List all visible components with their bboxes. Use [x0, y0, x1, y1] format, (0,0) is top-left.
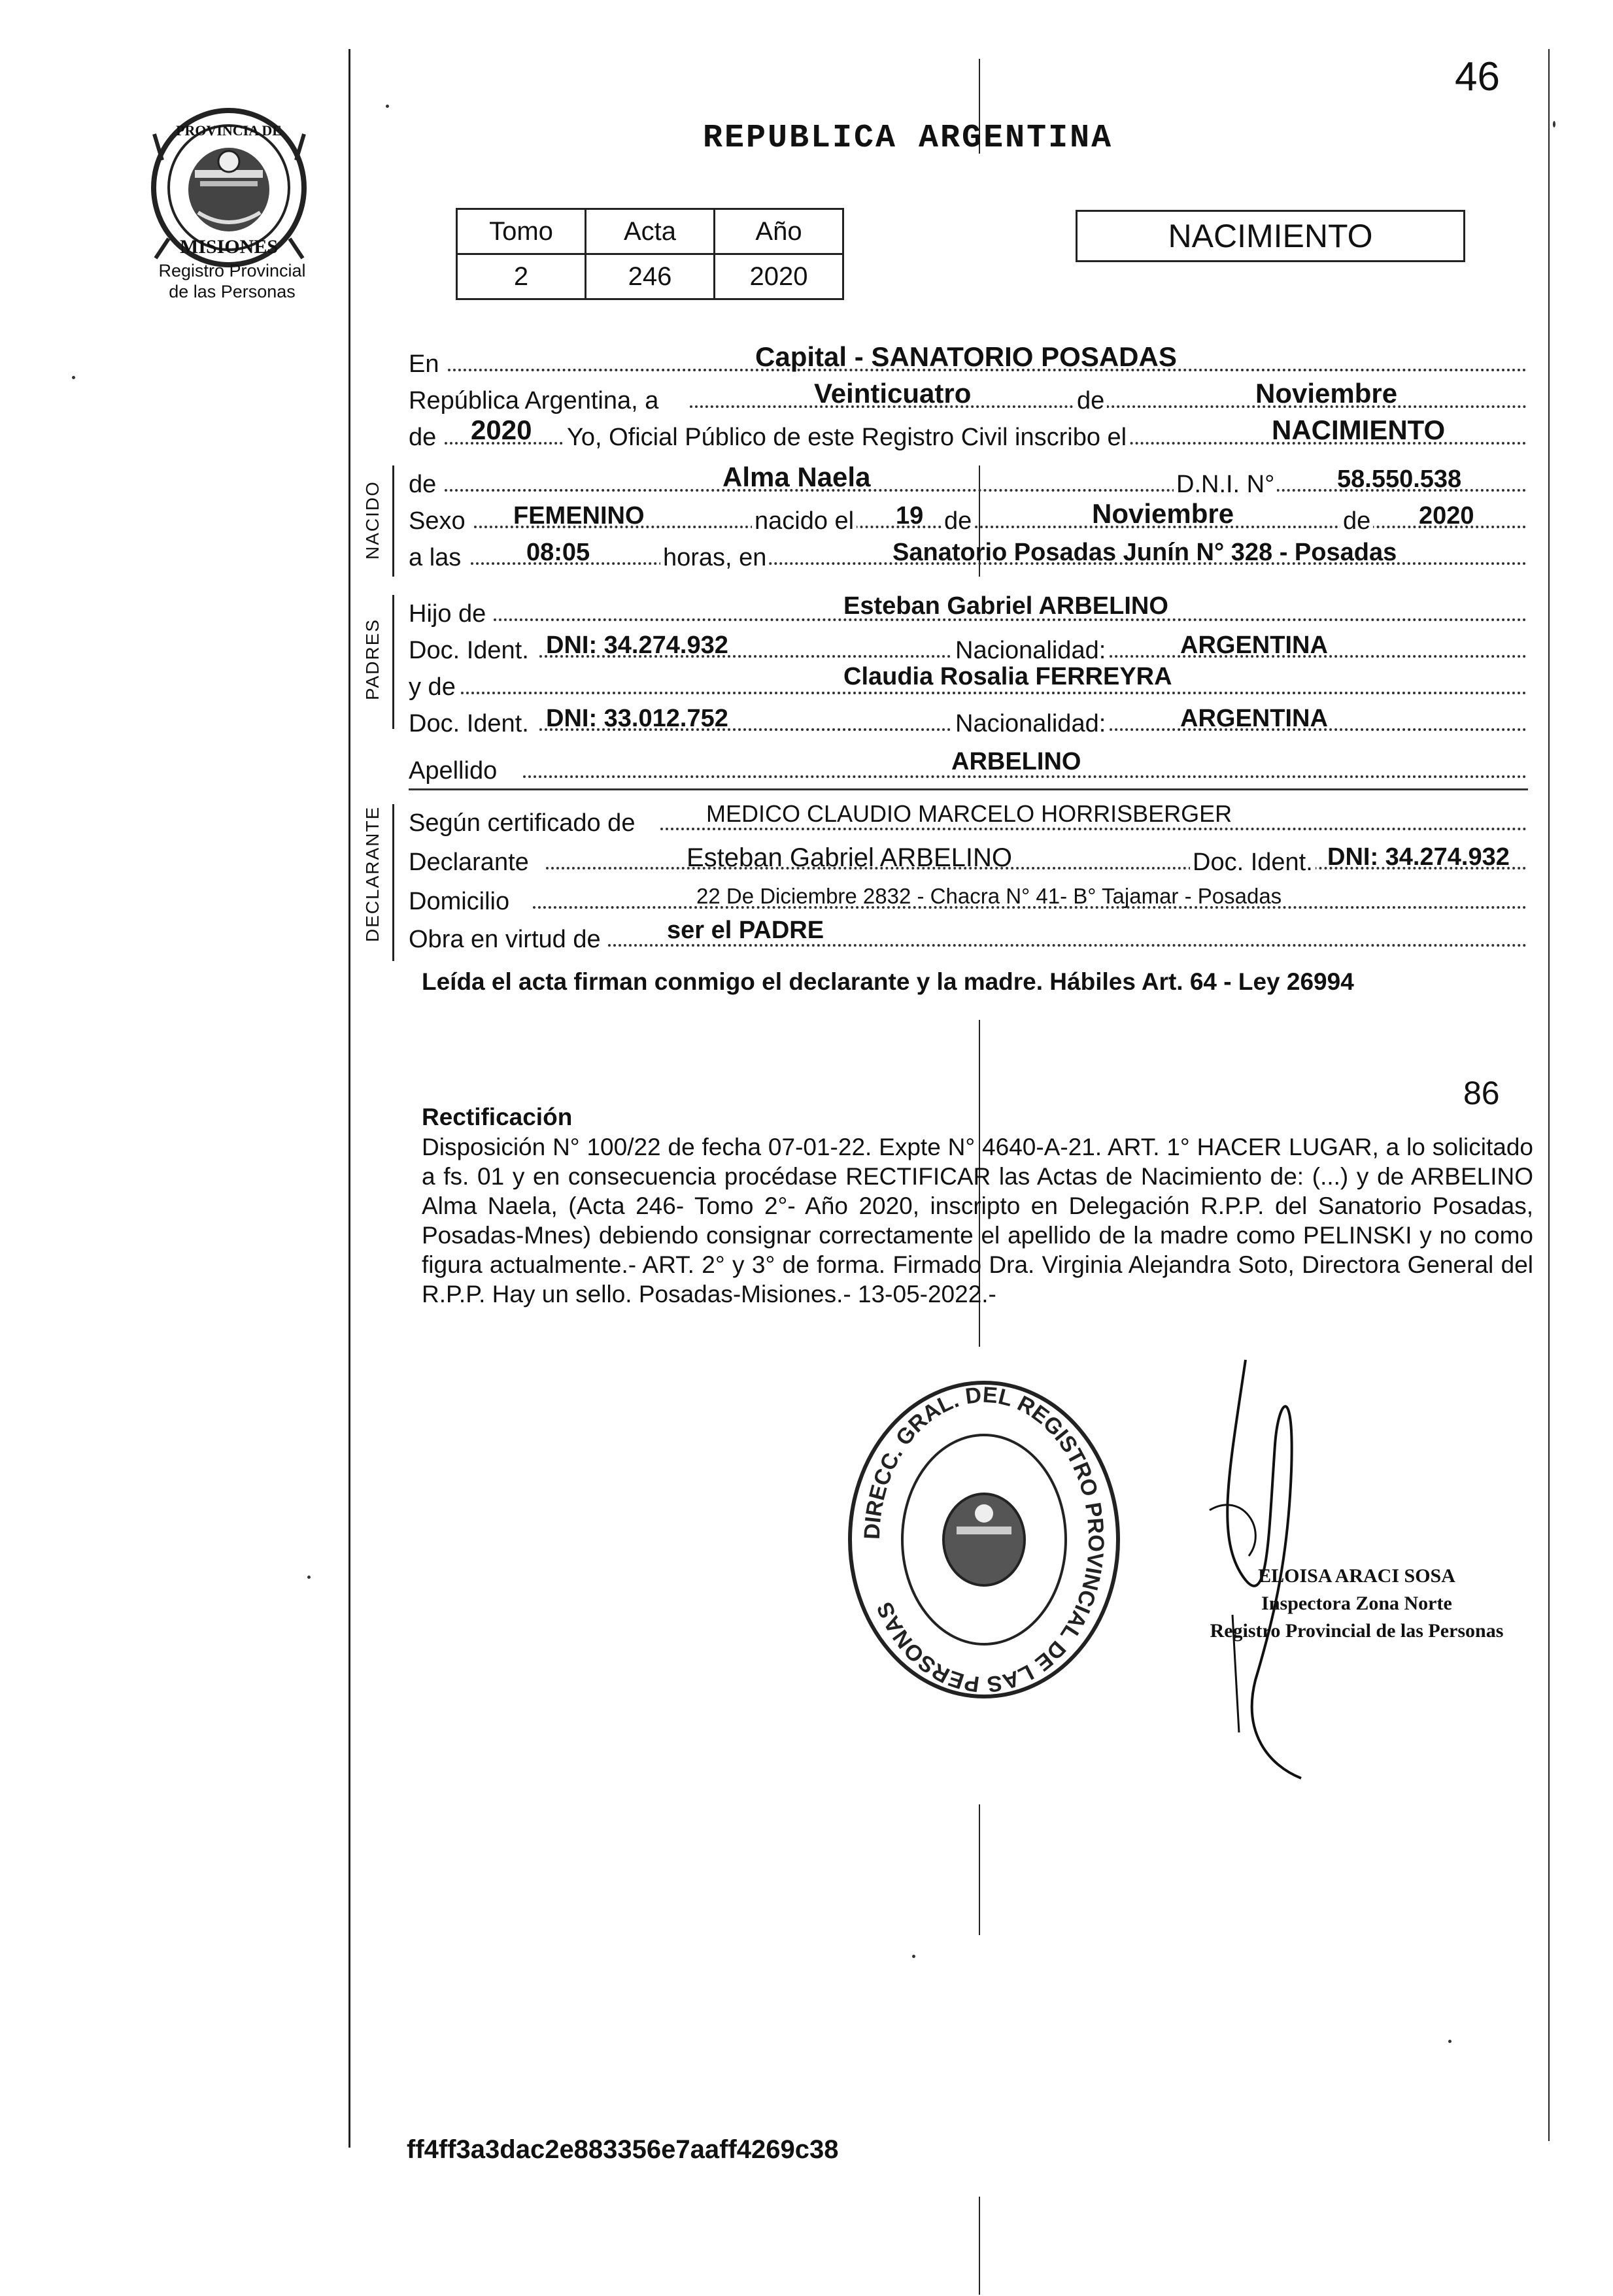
logo-caption-line2: de las Personas	[169, 282, 296, 301]
scan-speck	[1553, 121, 1555, 127]
closing-statement: Leída el acta firman conmigo el declarante y la madre. Hábiles Art. 64 - Ley 26994	[422, 968, 1354, 995]
scan-speck	[1448, 2040, 1452, 2043]
value-mother-doc: DNI: 33.012.752	[546, 705, 728, 732]
label-a-las: a las	[409, 544, 462, 571]
scan-speck	[912, 1955, 915, 1958]
registry-value-ano: 2020	[715, 254, 843, 299]
value-birth-time: 08:05	[526, 539, 590, 566]
row-nacido-sexo	[409, 498, 1528, 539]
row-padre	[409, 592, 1528, 632]
value-declarante-doc: DNI: 34.274.932	[1327, 843, 1510, 871]
label-nacido-el: nacido el	[752, 507, 857, 535]
official-seal-icon	[840, 1376, 1128, 1703]
signer-org: Registro Provincial de las Personas	[1210, 1620, 1504, 1642]
label-republica: República Argentina, a	[409, 387, 659, 414]
padres-section-bar	[392, 595, 394, 729]
value-place: Capital - SANATORIO POSADAS	[755, 341, 1177, 372]
label-de: de	[942, 507, 974, 535]
label-hijo-de: Hijo de	[409, 600, 486, 628]
row-madre	[409, 663, 1528, 705]
value-declarante: Esteban Gabriel ARBELINO	[687, 843, 1013, 872]
logo-text-bottom: MISIONES	[179, 236, 279, 258]
document-hash: ff4ff3a3dac2e883356e7aaff4269c38	[407, 2135, 839, 2164]
value-birth-day: 19	[896, 502, 924, 530]
registry-table	[456, 208, 844, 300]
document-title: REPUBLICA ARGENTINA	[703, 120, 1113, 157]
value-birth-month: Noviembre	[1092, 498, 1234, 529]
value-father-nationality: ARGENTINA	[1180, 632, 1328, 659]
label-horas-en: horas, en	[660, 544, 769, 572]
center-fold-line-4	[979, 2197, 980, 2295]
label-de: de	[1340, 507, 1373, 535]
left-margin-line	[348, 49, 350, 2148]
value-mother-name: Claudia Rosalia FERREYRA	[843, 663, 1172, 690]
row-nacido-name	[409, 462, 1528, 502]
row-domicilio	[409, 883, 1528, 919]
label-obra: Obra en virtud de	[409, 926, 601, 953]
value-birth-place: Sanatorio Posadas Junín N° 328 - Posadas	[892, 539, 1397, 566]
label-de: de	[409, 471, 437, 498]
row-en	[409, 341, 1528, 382]
logo-caption-line1: Registro Provincial	[158, 261, 306, 280]
label-doc-ident: Doc. Ident.	[409, 710, 529, 737]
value-domicilio: 22 De Diciembre 2832 - Chacra N° 41- B° Tajamar - Posadas	[696, 884, 1282, 908]
page-number: 46	[1455, 54, 1500, 99]
signer-name: ELOISA ARACI SOSA	[1258, 1565, 1455, 1587]
label-declarante: Declarante	[409, 849, 529, 876]
seal-outer-text-path: DIRECC. GRAL. DEL REGISTRO PROVINCIAL DE LAS PERSONAS	[859, 1382, 1109, 1697]
value-month: Noviembre	[1255, 378, 1398, 409]
center-fold-line-3	[979, 1804, 980, 1935]
rectification-heading: Rectificación	[422, 1104, 573, 1130]
label-doc-ident: Doc. Ident.	[409, 637, 529, 664]
row-obra	[409, 917, 1528, 957]
value-mother-nationality: ARGENTINA	[1180, 705, 1328, 732]
value-sexo: FEMENINO	[513, 502, 645, 530]
label-sexo: Sexo	[409, 507, 466, 535]
scan-speck	[386, 105, 389, 108]
label-dni: D.N.I. N°	[1174, 471, 1277, 499]
label-nacionalidad: Nacionalidad:	[953, 710, 1108, 738]
logo-text-top: PROVINCIA DE	[176, 122, 282, 139]
value-day-words: Veinticuatro	[814, 378, 972, 409]
logo-caption	[127, 260, 337, 302]
row-madre-doc	[409, 705, 1528, 741]
signer-role: Inspectora Zona Norte	[1261, 1593, 1452, 1614]
label-doc-ident: Doc. Ident.	[1190, 849, 1316, 877]
value-event: NACIMIENTO	[1272, 414, 1446, 445]
registry-header-tomo: Tomo	[457, 209, 586, 254]
padres-section-label: PADRES	[362, 618, 382, 700]
label-de: de	[1074, 387, 1107, 415]
right-margin-line	[1548, 49, 1550, 2141]
row-apellido	[409, 748, 1528, 790]
label-domicilio: Domicilio	[409, 888, 510, 915]
row-nacido-hora	[409, 539, 1528, 575]
rectification-body: Disposición N° 100/22 de fecha 07-01-22. Expte N° 4640-A-21. ART. 1° HACER LUGAR, a lo solicitado a fs. 01 y en consecuencia procédase RECTIFICAR las Actas de Nacimiento de: (...) y de ARBELINO Alma Naela, (Acta 246- Tomo 2°- Año 2020, inscripto en Delegación R.P.P. del Sanatorio Posadas, Posadas-Mnes) debiendo consignar correctamente el apellido de la madre como PELINSKI y no como figura actualmente.- ART. 2° y 3° de forma. Firmado Dra. Virginia Alejandra Soto, Directora General del R.P.P. Hay un sello. Posadas-Misiones.- 13-05-2022.-	[422, 1134, 1533, 1308]
dots	[461, 692, 1527, 694]
registry-header-acta: Acta	[586, 209, 715, 254]
value-obra: ser el PADRE	[667, 917, 824, 944]
label-nacionalidad: Nacionalidad:	[953, 637, 1108, 665]
act-type-box: NACIMIENTO	[1076, 210, 1465, 262]
value-apellido: ARBELINO	[951, 748, 1081, 775]
label-en: En	[409, 350, 439, 378]
value-child-name: Alma Naela	[722, 462, 871, 492]
scan-speck	[72, 376, 75, 379]
signature-stamp	[1200, 1562, 1514, 1645]
label-apellido: Apellido	[409, 757, 498, 785]
label-de2: de	[409, 424, 437, 451]
label-yo: Yo, Oficial Público de este Registro Civil inscribo el	[564, 424, 1129, 452]
registry-value-tomo: 2	[457, 254, 586, 299]
rectification-number: 86	[1463, 1075, 1500, 1111]
province-crest-icon	[149, 108, 309, 268]
label-segun: Según certificado de	[409, 809, 636, 837]
declarante-section-bar	[392, 804, 394, 961]
value-father-doc: DNI: 34.274.932	[546, 632, 728, 659]
row-yo	[409, 414, 1528, 455]
label-y-de: y de	[409, 673, 456, 701]
declarante-section-label: DECLARANTE	[362, 805, 382, 942]
row-declarante	[409, 843, 1528, 880]
row-certificado	[409, 800, 1528, 841]
nacido-section-label: NACIDO	[362, 481, 382, 560]
nacido-section-bar	[392, 465, 394, 577]
value-certificado: MEDICO CLAUDIO MARCELO HORRISBERGER	[706, 800, 1232, 827]
value-year: 2020	[471, 414, 532, 445]
registry-header-ano: Año	[715, 209, 843, 254]
registry-value-acta: 246	[586, 254, 715, 299]
scan-speck	[307, 1576, 311, 1579]
value-birth-year: 2020	[1419, 502, 1474, 530]
dots	[660, 828, 1527, 830]
value-father-name: Esteban Gabriel ARBELINO	[843, 592, 1168, 620]
row-republica	[409, 378, 1528, 418]
value-child-dni: 58.550.538	[1337, 465, 1462, 493]
